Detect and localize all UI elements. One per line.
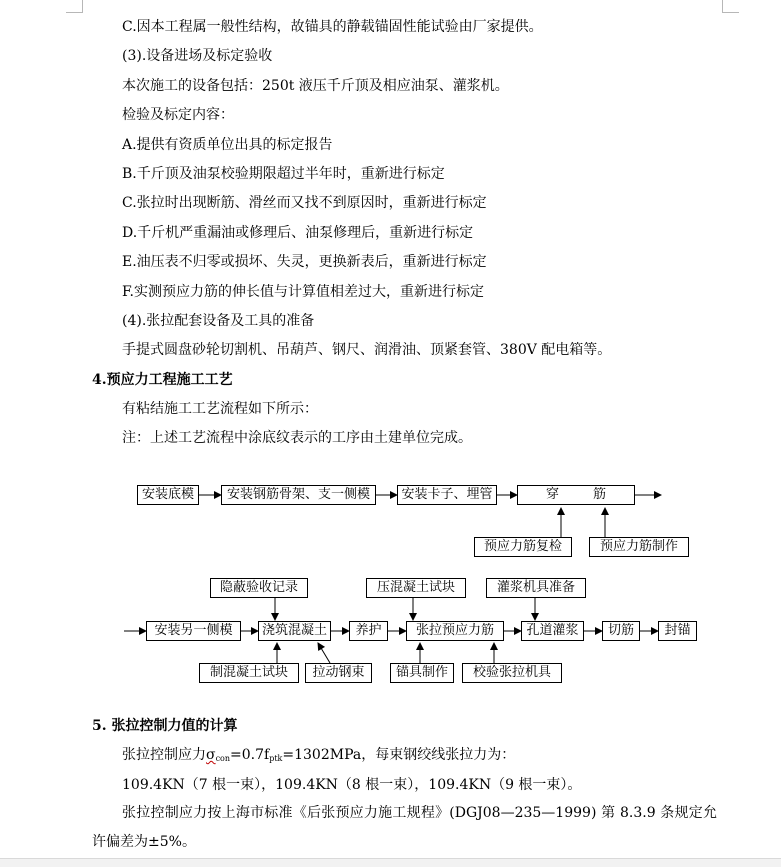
- flow-step-curing: 养护: [349, 621, 388, 641]
- formula-f-subscript: ptk: [269, 754, 283, 763]
- section-5-standard-paragraph: 张拉控制应力按上海市标准《后张预应力施工规程》(DGJ08—235—1999) 第 8.3.9 条规定允许偏差为±5%。: [92, 805, 717, 850]
- flow-step-press-concrete-block: 压混凝土试块: [366, 578, 466, 598]
- section-5-forces-line: 109.4KN（7 根一束），109.4KN（8 根一束），109.4KN（9 根一束）。: [122, 777, 582, 793]
- text-line-calibration-f: F.实测预应力筋的伸长值与计算值相差过大，重新进行标定: [122, 284, 484, 300]
- text-line-tools-list: 手提式圆盘砂轮切割机、吊葫芦、钢尺、润滑油、顶紧套管、380V 配电箱等。: [122, 342, 612, 358]
- page-corner-mark-left: [66, 0, 83, 13]
- flow-step-thread-tendon: [517, 485, 635, 505]
- text-line-calibration-b: B.千斤顶及油泵校验期限超过半年时，重新进行标定: [122, 166, 445, 182]
- flow-step-install-bottom-formwork: 安装底模: [137, 485, 199, 505]
- flow-step-calibrate-tension-tools: 校验张拉机具: [462, 663, 562, 683]
- flow-step-thread-tendon-part2: 筋: [592, 487, 606, 502]
- flow-step-pull-tendon: 拉动钢束: [305, 663, 372, 683]
- flow-step-install-clamp-duct: 安装卡子、埋管: [397, 485, 497, 505]
- text-line-calibration-heading: 检验及标定内容：: [122, 107, 234, 123]
- text-line-equipment-list: 本次施工的设备包括：250t 液压千斤顶及相应油泵、灌浆机。: [122, 78, 509, 94]
- text-line-calibration-c: C.张拉时出现断筋、滑丝而又找不到原因时，重新进行标定: [122, 195, 487, 211]
- text-line-anchor-test: C.因本工程属一般性结构，故锚具的静载锚固性能试验由厂家提供。: [122, 19, 543, 35]
- flow-step-tension-tendon: 张拉预应力筋: [406, 621, 504, 641]
- flow-step-duct-grouting: 孔道灌浆: [521, 621, 584, 641]
- flow-step-thread-tendon-part1: 穿: [546, 487, 560, 502]
- flow-step-anchor-fabrication: 锚具制作: [390, 663, 454, 683]
- formula-mid: =0.7f: [230, 747, 270, 763]
- text-line-tools-heading: (4).张拉配套设备及工具的准备: [122, 313, 315, 329]
- formula-prefix: 张拉控制应力: [122, 747, 206, 763]
- formula-suffix: =1302MPa，每束钢绞线张拉力为：: [282, 747, 516, 763]
- section-4-heading: 4.预应力工程施工工艺: [92, 372, 233, 388]
- flow-step-seal-anchor: 封锚: [658, 621, 697, 641]
- flow-step-install-rebar-frame: 安装钢筋骨架、支一侧模: [221, 485, 376, 505]
- text-line-equipment-heading: (3).设备进场及标定验收: [122, 48, 273, 64]
- page-corner-mark-right: [722, 0, 739, 13]
- flow-step-pour-concrete: 浇筑混凝土: [258, 621, 331, 641]
- section-4-note: 注：上述工艺流程中涂底纹表示的工序由土建单位完成。: [122, 430, 472, 446]
- flow-step-concealed-inspection-record: 隐蔽验收记录: [210, 578, 308, 598]
- formula-sigma-subscript: con: [215, 754, 231, 763]
- section-4-intro: 有粘结施工工艺流程如下所示：: [122, 401, 318, 417]
- flow-step-make-concrete-block: 制混凝土试块: [199, 663, 299, 683]
- section-5-formula-line: [122, 745, 515, 769]
- flow-step-install-other-formwork: 安装另一侧模: [146, 621, 241, 641]
- flow-step-tendon-recheck: 预应力筋复检: [474, 537, 572, 557]
- formula-sigma: σ: [206, 747, 216, 763]
- flow-step-cut-tendon: 切筋: [602, 621, 640, 641]
- text-line-calibration-d: D.千斤机严重漏油或修理后、油泵修理后，重新进行标定: [122, 225, 474, 241]
- text-line-calibration-a: A.提供有资质单位出具的标定报告: [122, 137, 333, 153]
- flow-step-grout-equipment-prep: 灌浆机具准备: [486, 578, 586, 598]
- text-line-calibration-e: E.油压表不归零或损坏、失灵，更换新表后，重新进行标定: [122, 254, 487, 270]
- section-5-heading: 5. 张拉控制力值的计算: [92, 718, 238, 734]
- flow-step-tendon-fabrication: 预应力筋制作: [589, 537, 689, 557]
